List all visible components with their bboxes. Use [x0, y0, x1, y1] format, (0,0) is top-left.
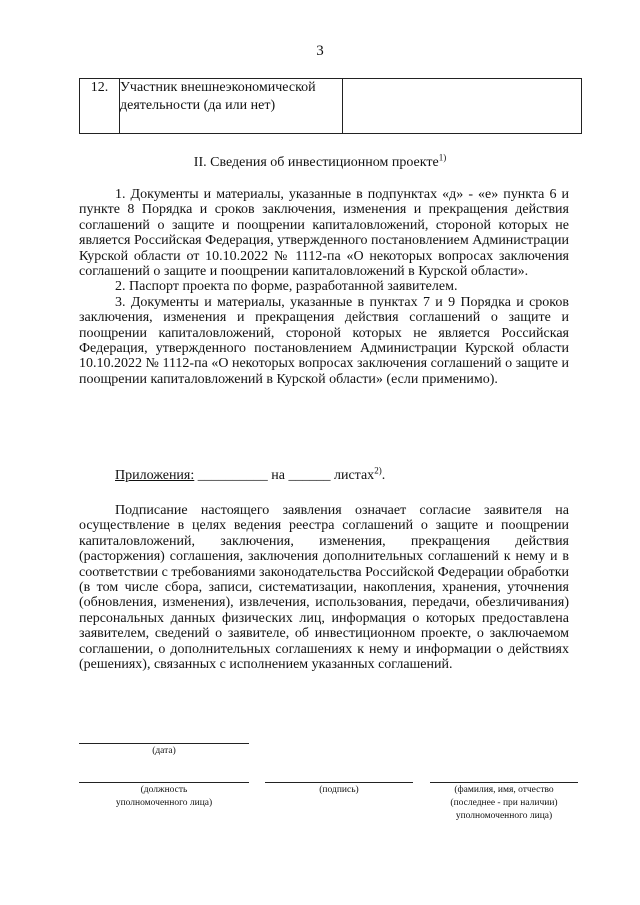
attachments-blank-count: __________: [197, 468, 268, 483]
signature-caption: (подпись): [319, 785, 359, 795]
signature-line: [265, 782, 413, 783]
row-number-cell: 12.: [80, 79, 120, 134]
name-caption-line3: уполномоченного лица): [455, 811, 553, 821]
position-caption-line2: уполномоченного лица): [115, 798, 213, 808]
attachments-word-on: на: [271, 468, 285, 483]
section-title-footnote: 1): [438, 152, 447, 163]
name-line: [430, 782, 578, 783]
paragraph-1: 1. Документы и материалы, указанные в подпунктах «д» - «е» пункта 6 и пункте 8 Порядка и сроков заключения, изменения и прекращения действия соглашений о защите и поощрении капиталовложений, стороной которых не является Российская Федерация, утвержденного постановлением Администрации Курской области от 10.10.2022 № 1112-па «О некоторых вопросах заключения соглашений о защите и поощрении капиталовложений в Курской области».: [79, 187, 569, 280]
table-row: [80, 79, 582, 134]
attachments-word-sheets: листах: [333, 468, 375, 483]
position-caption-line1: (должность: [140, 785, 188, 795]
attachments-end: .: [381, 468, 386, 483]
attachments-label: Приложения:: [115, 468, 195, 483]
paragraph-3: 3. Документы и материалы, указанные в пунктах 7 и 9 Порядка и сроков заключения, изменения и прекращения действия соглашений о защите и поощрении капиталовложений, стороной которых не является Российская Федерация, утвержденного постановлением Администрации Курской области 10.10.2022 № 1112-па «О некоторых вопросах заключения соглашений о защите и поощрении капиталовложений в Курской области» (если применимо).: [79, 294, 569, 387]
position-line: [79, 782, 249, 783]
section-title-text: II. Сведения об инвестиционном проекте: [193, 155, 439, 170]
paragraph-2: 2. Паспорт проекта по форме, разработанной заявителем.: [115, 279, 458, 295]
name-caption-line2: (последнее - при наличии): [450, 798, 558, 808]
documents-list: [79, 187, 569, 387]
attachments-footnote: 2): [374, 465, 382, 476]
attachments-line: [115, 467, 385, 485]
consent-paragraph: Подписание настоящего заявления означает согласие заявителя на осуществление в целях ведения реестра соглашений о защите и поощрении капиталовложений, заключения, изменения, прекращения действия (расторжения) соглашения, заключения дополнительных соглашений к нему и в соответствии с требованиями законодательства Российской Федерации обработки (в том числе сбора, записи, систематизации, накопления, хранения, уточнения (обновления, изменения), извлечения, использования, передачи, обезличивания) персональных данных физических лиц, информация о которых предоставлена заявителем, сведений о заявителе, об инвестиционном проекте, о заключаемом соглашении, о дополнительных соглашениях к нему и информации о действиях (решениях), связанных с исполнением указанных соглашений.: [79, 503, 569, 673]
row-label-cell: Участник внешнеэкономической деятельности (да или нет): [120, 79, 343, 134]
attachments-blank-sheets: ______: [288, 468, 331, 483]
section-title: [0, 154, 640, 172]
date-caption: (дата): [152, 746, 176, 756]
name-caption-line1: (фамилия, имя, отчество: [454, 785, 554, 795]
page-number: 3: [316, 43, 324, 59]
name-caption: [420, 784, 588, 823]
date-line: [79, 743, 249, 744]
row-value-cell: [343, 79, 582, 134]
info-table: [79, 78, 582, 134]
consent-block: [79, 503, 569, 672]
position-caption: [79, 784, 249, 810]
